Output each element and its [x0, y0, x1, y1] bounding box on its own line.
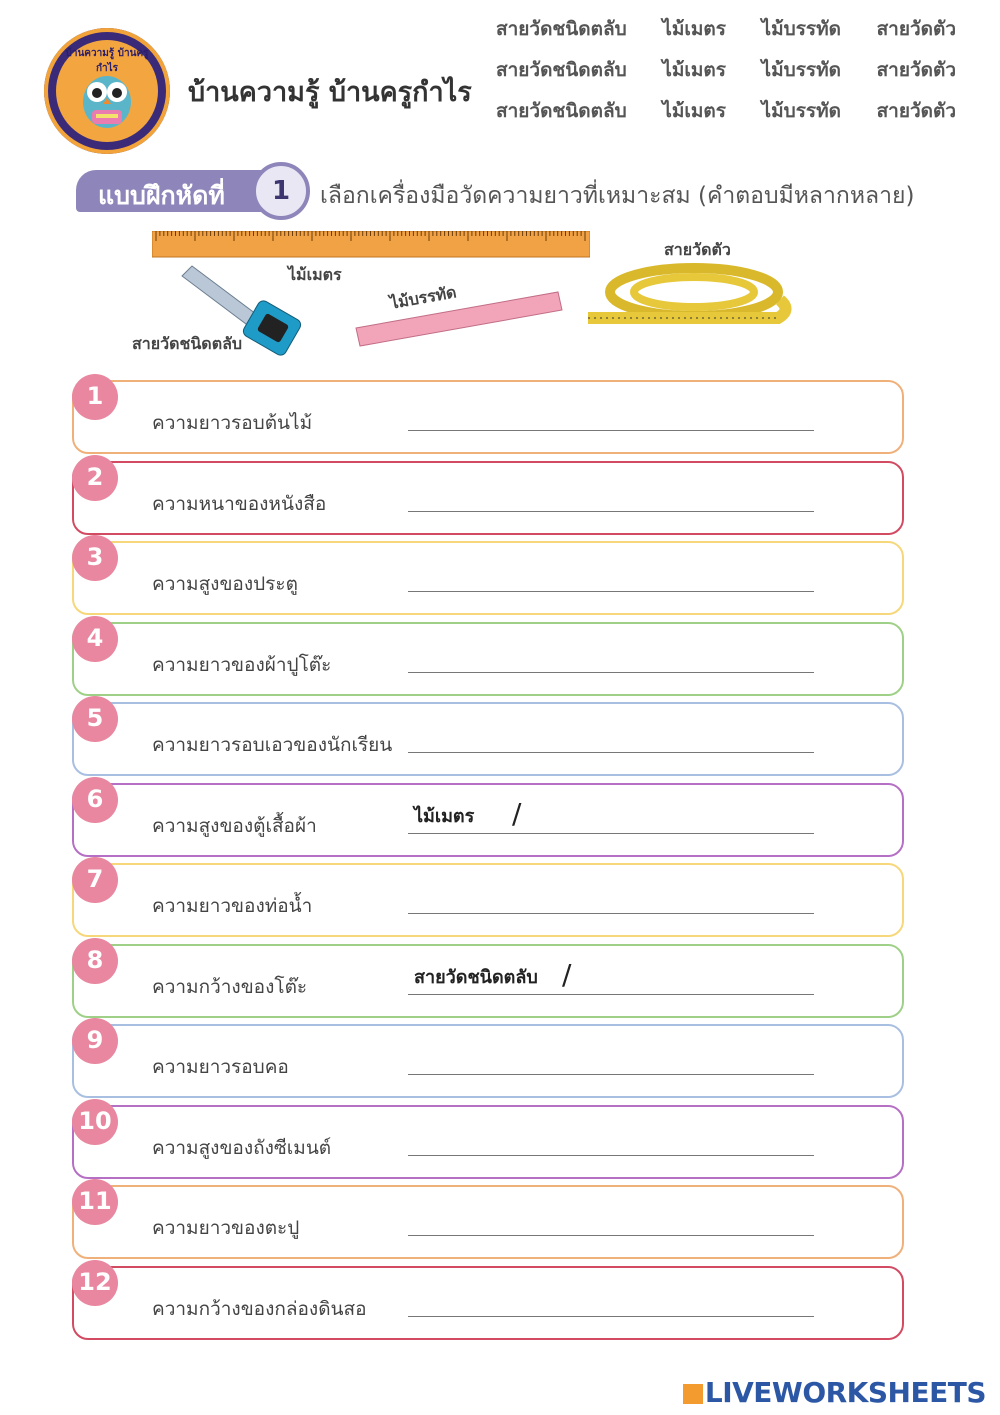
meter-stick-label: ไม้เมตร: [288, 265, 342, 284]
exercise-number: 1: [252, 162, 310, 220]
question-text: ความสูงของตู้เสื้อผ้า: [152, 815, 317, 837]
question-text: ความยาวรอบเอวของนักเรียน: [152, 734, 393, 756]
answer-field[interactable]: [408, 430, 814, 431]
answer-text[interactable]: สายวัดชนิดตลับ: [414, 967, 538, 988]
question-row: [72, 461, 904, 535]
question-row: [72, 944, 904, 1018]
question-text: ความกว้างของกล่องดินสอ: [152, 1298, 367, 1320]
school-logo: [44, 28, 170, 154]
question-text: ความสูงของถังซีเมนต์: [152, 1137, 332, 1159]
answer-field[interactable]: [408, 994, 814, 995]
brand-icon: [683, 1384, 703, 1404]
question-number-badge: 8: [72, 938, 118, 984]
word-bank-item[interactable]: สายวัดชนิดตลับ: [496, 99, 627, 122]
answer-field[interactable]: [408, 672, 814, 673]
question-number-badge: 10: [72, 1099, 118, 1145]
question-row: [72, 1024, 904, 1098]
question-row: [72, 1105, 904, 1179]
word-bank-row: [496, 49, 956, 90]
question-number-badge: 7: [72, 857, 118, 903]
question-number-badge: 4: [72, 616, 118, 662]
question-row: [72, 1185, 904, 1259]
ruler-icon: [352, 288, 566, 348]
answer-field[interactable]: [408, 1074, 814, 1075]
question-number-badge: 9: [72, 1018, 118, 1064]
question-number-badge: 3: [72, 535, 118, 581]
question-row: [72, 863, 904, 937]
question-row: [72, 783, 904, 857]
question-number-badge: 12: [72, 1260, 118, 1306]
question-row: [72, 1266, 904, 1340]
answer-field[interactable]: [408, 913, 814, 914]
word-bank-item[interactable]: ไม้เมตร: [662, 58, 726, 81]
answer-field[interactable]: [408, 1235, 814, 1236]
check-mark: /: [512, 797, 522, 830]
answer-field[interactable]: [408, 752, 814, 753]
word-bank-item[interactable]: ไม้บรรทัด: [761, 58, 841, 81]
liveworksheets-logo: [683, 1376, 986, 1409]
question-number-badge: 5: [72, 696, 118, 742]
instruction-text: เลือกเครื่องมือวัดความยาวที่เหมาะสม (คำตอบมีหลากหลาย): [320, 183, 915, 209]
word-bank-item[interactable]: สายวัดชนิดตลับ: [496, 58, 627, 81]
question-text: ความสูงของประตู: [152, 573, 298, 595]
body-tape-label: สายวัดตัว: [664, 240, 731, 259]
word-bank-row: [496, 8, 956, 49]
question-text: ความยาวของผ้าปูโต๊ะ: [152, 654, 332, 676]
word-bank-item[interactable]: ไม้เมตร: [662, 17, 726, 40]
question-row: [72, 702, 904, 776]
answer-field[interactable]: [408, 1316, 814, 1317]
tape-measure-label: สายวัดชนิดตลับ: [132, 334, 243, 353]
question-row: [72, 541, 904, 615]
answer-field[interactable]: [408, 1155, 814, 1156]
word-bank-item[interactable]: ไม้เมตร: [662, 99, 726, 122]
question-row: [72, 380, 904, 454]
answer-field[interactable]: [408, 833, 814, 834]
word-bank-item[interactable]: ไม้บรรทัด: [761, 17, 841, 40]
answer-field[interactable]: [408, 511, 814, 512]
owl-icon: [56, 40, 158, 142]
ruler-label: ไม้บรรทัด: [388, 282, 458, 313]
question-text: ความกว้างของโต๊ะ: [152, 976, 308, 998]
check-mark: /: [562, 958, 572, 991]
site-title: บ้านความรู้ บ้านครูกำไร: [188, 77, 472, 108]
body-tape-icon: [582, 260, 798, 336]
question-number-badge: 11: [72, 1179, 118, 1225]
question-number-badge: 1: [72, 374, 118, 420]
word-bank-item[interactable]: ไม้บรรทัด: [761, 99, 841, 122]
question-number-badge: 2: [72, 455, 118, 501]
word-bank-item[interactable]: สายวัดตัว: [876, 99, 956, 122]
question-row: [72, 622, 904, 696]
word-bank-row: [496, 90, 956, 131]
answer-text[interactable]: ไม้เมตร: [414, 806, 475, 827]
question-text: ความยาวของตะปู: [152, 1217, 300, 1239]
word-bank-item[interactable]: สายวัดตัว: [876, 58, 956, 81]
footer-brand: LIVEWORKSHEETS: [704, 1376, 986, 1409]
answer-field[interactable]: [408, 591, 814, 592]
word-bank-item[interactable]: สายวัดตัว: [876, 17, 956, 40]
question-text: ความหนาของหนังสือ: [152, 493, 327, 515]
question-text: ความยาวรอบต้นไม้: [152, 412, 313, 434]
exercise-label: แบบฝึกหัดที่: [98, 181, 225, 210]
meter-stick-icon: [152, 231, 590, 259]
word-bank: [496, 8, 956, 131]
word-bank-item[interactable]: สายวัดชนิดตลับ: [496, 17, 627, 40]
question-number-badge: 6: [72, 777, 118, 823]
question-text: ความยาวของท่อน้ำ: [152, 895, 313, 917]
question-text: ความยาวรอบคอ: [152, 1056, 289, 1078]
logo-text: บ้านความรู้ บ้านครูกำไร: [65, 48, 149, 74]
